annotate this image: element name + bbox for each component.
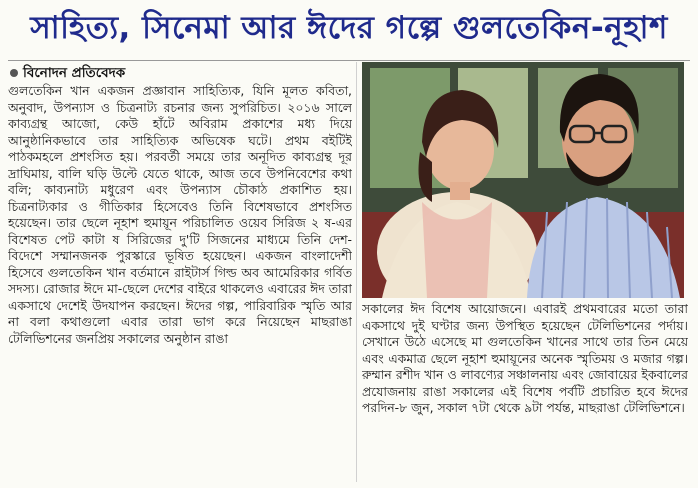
byline xyxy=(10,64,125,82)
article-column-right xyxy=(362,301,688,483)
article-photo xyxy=(362,62,684,298)
article-body-left: গুলতেকিন খান একজন প্রজ্ঞাবান সাহিত্যিক, যিনি মূলত কবিতা, অনুবাদ, উপন্যাস ও চিত্রনাট্য রচনার জন্য সুপরিচিত। ২০১৬ সালে কাব্যগ্রন্থ আজো, কেউ হাঁটে অবিরাম প্রকাশের মধ্য দিয়ে আনুষ্ঠানিকভাবে তার সাহিত্যিক অভিষেক ঘটে। প্রথম বইটিই পাঠকমহলে প্রশংসিত হয়। পরবর্তী সময়ে তার অনূদিত কাব্যগ্রন্থ দূর দ্রাঘিমায়, বালি ঘড়ি উল্টে যেতে থাকে, আজ তবে উপনিবেশের কথা বলি; কাব্যনাট্য মধুরেণ এবং উপন্যাস চৌকাঠ প্রকাশিত হয়। চিত্রনাট্যকার ও গীতিকার হিসেবেও তিনি বিশেষভাবে প্রশংসিত হয়েছেন। তার ছেলে নূহাশ হুমায়ূন পরিচালিত ওয়েব সিরিজ ২ ষ-এর বিশেষত পেট কাটা ষ সিরিজের দু'টি সিজনের মাধ্যমে তিনি দেশ-বিদেশে সম্মানজনক পুরস্কারে ভূষিত হয়েছেন। একজন বাংলাদেশী হিসেবে গুলতেকিন খান বর্তমানে রাইটার্স গিল্ড অব আমেরিকার গর্বিত সদস্য। রোজার ঈদে মা-ছেলে দেশের বাইরে থাকলেও এবারের ঈদ তারা একসাথে দেশেই উদযাপন করছেন। ঈদের গল্প, পারিবারিক স্মৃতি আর না বলা কথাগুলো এবার তারা ভাগ করে নিয়েছেন মাছরাঙা টেলিভিশনের জনপ্রিয় সকালের অনুষ্ঠান রাঙা xyxy=(8,83,352,346)
headline: সাহিত্য, সিনেমা আর ঈদের গল্পে গুলতেকিন-নূহাশ xyxy=(30,10,668,46)
photo-illustration xyxy=(362,62,684,298)
byline-text: বিনোদন প্রতিবেদক xyxy=(23,65,126,81)
article-column-left xyxy=(8,83,352,481)
article-body-right: সকালের ঈদ বিশেষ আয়োজনে। এবারই প্রথমবারের মতো তারা একসাথে দুই ঘণ্টার জন্য উপস্থিত হয়েছেন টেলিভিশনের পর্দায়। সেখানে উঠে এসেছে মা গুলতেকিন খানের সাথে তার তিন মেয়ে এবং একমাত্র ছেলে নূহাশ হুমায়ূনের অনেক স্মৃতিময় ও মজার গল্প। রুম্মান রশীদ খান ও লাবণ্যের সঞ্চালনায় এবং জোবায়ের ইকবালের প্রযোজনায় রাঙা সকালের এই বিশেষ পর্বটি প্রচারিত হবে ঈদের পরদিন-৮ জুন, সকাল ৭টা থেকে ৯টা পর্যন্ত, মাছরাঙা টেলিভিশনে। xyxy=(362,301,688,415)
headline-rule xyxy=(8,60,690,61)
column-divider xyxy=(356,62,357,482)
bullet-icon xyxy=(10,69,18,77)
